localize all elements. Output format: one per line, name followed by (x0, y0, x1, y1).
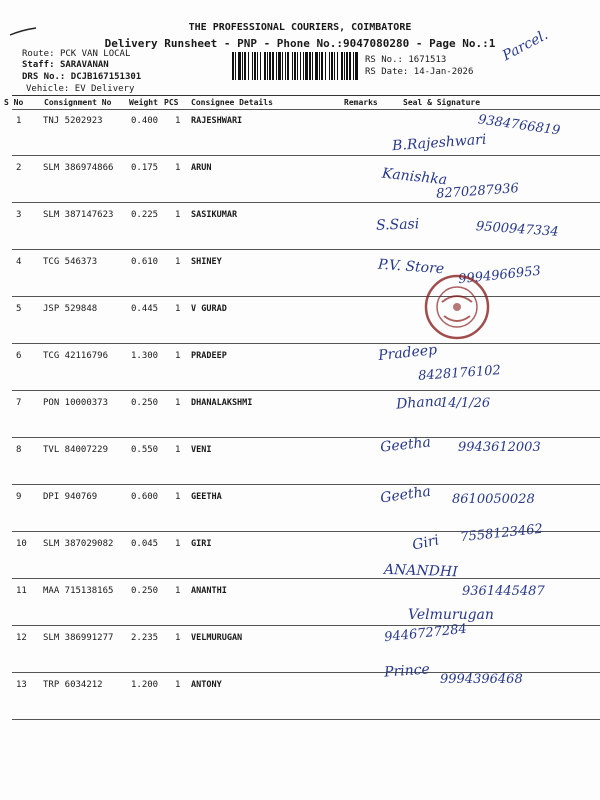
row-divider (12, 625, 600, 626)
signature-phone: 9500947334 (475, 219, 560, 240)
signature-phone: 7558123462 (459, 521, 544, 546)
signature-name: Dhana (395, 393, 443, 413)
row-pcs: 1 (175, 116, 181, 126)
pen-stroke-icon (8, 26, 38, 38)
row-consignee: DHANALAKSHMI (191, 398, 253, 408)
table-row (0, 627, 600, 673)
row-divider (12, 202, 600, 203)
row-consignee: GEETHA (191, 492, 222, 502)
row-consignee: RAJESHWARI (191, 116, 243, 126)
row-pcs: 1 (175, 445, 181, 455)
company-title: THE PROFESSIONAL COURIERS, COIMBATORE (188, 22, 412, 33)
row-consignee: SHINEY (191, 257, 222, 267)
col-consignment: Consignment No (44, 98, 112, 107)
vehicle-value: EV Delivery (74, 84, 135, 94)
row-sno: 3 (16, 210, 22, 220)
row-sno: 7 (16, 398, 22, 408)
row-consignment-no: TRP 6034212 (43, 680, 103, 690)
row-sno: 4 (16, 257, 22, 267)
signature-name: Pradeep (377, 341, 438, 365)
table-row (0, 392, 600, 438)
row-divider (12, 390, 600, 391)
col-pcs: PCS (164, 98, 179, 107)
row-weight: 0.225 (131, 210, 159, 220)
row-weight: 0.250 (131, 398, 159, 408)
row-consignment-no: TCG 546373 (43, 257, 98, 267)
row-sno: 8 (16, 445, 22, 455)
row-divider (12, 484, 600, 485)
row-weight: 1.300 (131, 351, 159, 361)
col-consignee: Consignee Details (191, 98, 273, 107)
rs-date-line: RS Date: 14-Jan-2026 (365, 67, 474, 77)
row-divider (12, 719, 600, 720)
route-line: Route: PCK VAN LOCAL (22, 49, 131, 59)
row-consignment-no: TCG 42116796 (43, 351, 109, 361)
table-row (0, 298, 600, 344)
seal-stamp-icon (422, 272, 492, 342)
row-weight: 0.600 (131, 492, 159, 502)
row-consignment-no: SLM 387029082 (43, 539, 114, 549)
signature-name: Giri (410, 532, 441, 554)
table-row (0, 345, 600, 391)
row-pcs: 1 (175, 539, 181, 549)
row-consignment-no: JSP 529848 (43, 304, 98, 314)
row-pcs: 1 (175, 680, 181, 690)
row-consignment-no: SLM 387147623 (43, 210, 114, 220)
row-consignee: ANANTHI (191, 586, 227, 596)
row-consignment-no: SLM 386974866 (43, 163, 114, 173)
row-pcs: 1 (175, 586, 181, 596)
row-pcs: 1 (175, 163, 181, 173)
row-consignee: V GURAD (191, 304, 227, 314)
row-sno: 6 (16, 351, 22, 361)
row-sno: 2 (16, 163, 22, 173)
signature-phone: 8610050028 (452, 492, 535, 507)
handwritten-parcel-note: Parcel. (500, 27, 551, 65)
signature-name: S.Sasi (375, 216, 420, 234)
row-weight: 1.200 (131, 680, 159, 690)
signature-name: Velmurugan (408, 607, 494, 623)
signature-name: P.V. Store (377, 256, 445, 278)
row-consignment-no: MAA 715138165 (43, 586, 114, 596)
row-divider (12, 155, 600, 156)
signature-phone: 9361445487 (462, 584, 545, 599)
drs-value: DCJB167151301 (70, 72, 142, 82)
row-weight: 0.175 (131, 163, 159, 173)
signature-phone: 8428176102 (417, 363, 502, 384)
signature-phone: 9446727284 (383, 621, 468, 646)
runsheet-subtitle: Delivery Runsheet - PNP - Phone No.:9047080280 - Page No.:1 (104, 37, 496, 50)
row-weight: 0.250 (131, 586, 159, 596)
row-weight: 0.550 (131, 445, 159, 455)
row-consignee: ANTONY (191, 680, 222, 690)
row-sno: 1 (16, 116, 22, 126)
rs-no-value: 1671513 (408, 55, 447, 65)
row-pcs: 1 (175, 398, 181, 408)
row-divider (12, 343, 600, 344)
staff-line: Staff: SARAVANAN (22, 60, 109, 70)
row-consignee: ARUN (191, 163, 212, 173)
row-consignee: VENI (191, 445, 212, 455)
row-weight: 2.235 (131, 633, 159, 643)
row-consignee: VELMURUGAN (191, 633, 243, 643)
row-consignment-no: TVL 84007229 (43, 445, 109, 455)
row-divider (12, 578, 600, 579)
row-pcs: 1 (175, 257, 181, 267)
barcode-image (230, 52, 360, 80)
route-value: PCK VAN LOCAL (59, 49, 131, 59)
row-sno: 9 (16, 492, 22, 502)
signature-phone: 9994966953 (457, 263, 542, 288)
rs-no-line: RS No.: 1671513 (365, 55, 447, 65)
row-divider (12, 249, 600, 250)
row-weight: 0.445 (131, 304, 159, 314)
row-weight: 0.400 (131, 116, 159, 126)
signature-phone: 9994396468 (440, 672, 523, 687)
signature-name: ANANDHI (383, 561, 458, 581)
signature-name: B.Rajeshwari (391, 131, 487, 155)
row-consignment-no: SLM 386991277 (43, 633, 114, 643)
row-sno: 12 (16, 633, 27, 643)
signature-name: Kanishka (381, 165, 448, 189)
staff-value: SARAVANAN (59, 60, 109, 70)
signature-name: Prince (383, 661, 431, 681)
row-consignment-no: TNJ 5202923 (43, 116, 103, 126)
signature-phone: 14/1/26 (440, 396, 491, 411)
rs-date-value: 14-Jan-2026 (413, 67, 474, 77)
row-pcs: 1 (175, 304, 181, 314)
row-consignee: SASIKUMAR (191, 210, 238, 220)
row-divider (12, 296, 600, 297)
row-pcs: 1 (175, 351, 181, 361)
row-sno: 13 (16, 680, 27, 690)
col-seal-signature: Seal & Signature (403, 98, 481, 107)
row-pcs: 1 (175, 492, 181, 502)
row-consignment-no: DPI 940769 (43, 492, 98, 502)
drs-line: DRS No.: DCJB167151301 (22, 72, 142, 82)
signature-phone: 8270287936 (435, 181, 520, 202)
row-consignee: GIRI (191, 539, 212, 549)
col-remarks: Remarks (344, 98, 378, 107)
row-sno: 10 (16, 539, 27, 549)
row-weight: 0.610 (131, 257, 159, 267)
header-top-line (12, 95, 600, 96)
signature-name: Geetha (379, 434, 432, 456)
vehicle-line: Vehicle: EV Delivery (26, 84, 135, 94)
row-weight: 0.045 (131, 539, 159, 549)
signature-name: Geetha (379, 483, 432, 507)
row-consignee: PRADEEP (191, 351, 227, 361)
signature-phone: 9384766819 (477, 112, 562, 139)
row-pcs: 1 (175, 633, 181, 643)
signature-phone: 9943612003 (458, 440, 541, 455)
row-sno: 11 (16, 586, 27, 596)
col-sno: S No (4, 98, 24, 107)
col-weight: Weight (129, 98, 158, 107)
row-consignment-no: PON 10000373 (43, 398, 109, 408)
row-pcs: 1 (175, 210, 181, 220)
row-sno: 5 (16, 304, 22, 314)
